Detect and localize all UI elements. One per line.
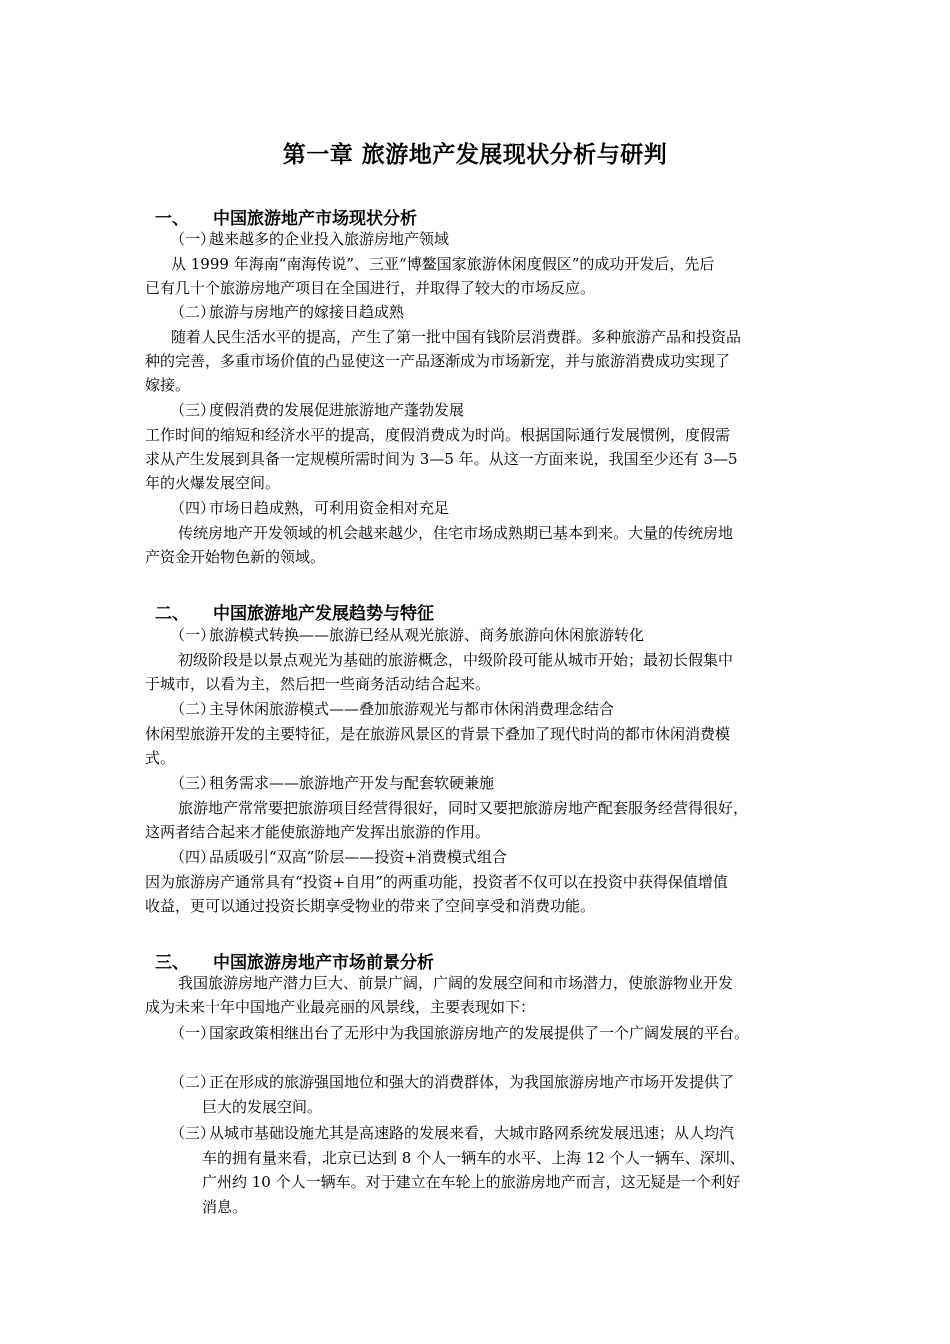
s3-item-2 xyxy=(170,1072,830,1092)
s2-item-2 xyxy=(170,699,770,719)
s2-item-3-title: 租务需求——旅游地产开发与配套软硬兼施 xyxy=(209,774,495,792)
s1-item-2-title: 旅游与房地产的嫁接日趋成熟 xyxy=(209,303,405,321)
s2-item-2-title: 主导休闲旅游模式——叠加旅游观光与都市休闲消费理念结合 xyxy=(209,700,615,718)
section-2-heading xyxy=(155,599,555,624)
s3-intro-line: 成为未来十年中国地产业最亮丽的风景线，主要表现如下： xyxy=(145,998,536,1016)
s1-item-1 xyxy=(170,229,770,249)
s1-item-3-para-line: 工作时间的缩短和经济水平的提高，度假消费成为时尚。根据国际通行发展惯例，度假需 xyxy=(145,426,731,444)
s3-item-2-line: 巨大的发展空间。 xyxy=(202,1098,323,1116)
s2-item-4-title: 品质吸引“双高”阶层——投资+消费模式组合 xyxy=(209,848,507,866)
section-2-title: 中国旅游地产发展趋势与特征 xyxy=(213,604,434,624)
section-3-heading xyxy=(155,948,555,973)
s3-item-3 xyxy=(170,1123,830,1143)
s1-item-2-para-line: 嫁接。 xyxy=(145,376,191,394)
s1-item-3-para-line: 年的火爆发展空间。 xyxy=(145,474,281,492)
section-1-heading xyxy=(155,204,555,229)
s3-item-3-line: 消息。 xyxy=(202,1198,248,1216)
s2-item-3-para-line: 旅游地产常常要把旅游项目经营得很好，同时又要把旅游房地产配套服务经营得很好， xyxy=(178,799,749,817)
s3-item-3-line: 从城市基础设施尤其是高速路的发展来看，大城市路网系统发展迅速；从人均汽 xyxy=(209,1124,735,1142)
s1-item-1-para-line: 已有几十个旅游房地产项目在全国进行，并取得了较大的市场反应。 xyxy=(145,279,596,297)
section-3-title: 中国旅游房地产市场前景分析 xyxy=(213,953,434,973)
s3-item-1-number: （一） xyxy=(170,1024,216,1042)
s3-item-3-number: （三） xyxy=(170,1124,216,1142)
s1-item-1-para-line: 从 1999 年海南“南海传说”、三亚“博鳌国家旅游休闲度假区”的成功开发后，先后 xyxy=(171,255,715,273)
s2-item-4-para-line: 收益，更可以通过投资长期享受物业的带来了空间享受和消费功能。 xyxy=(145,897,596,915)
s2-item-3-number: （三） xyxy=(170,774,216,792)
s3-item-2-number: （二） xyxy=(170,1073,216,1091)
s2-item-2-para-line: 式。 xyxy=(145,749,176,767)
s2-item-4-para-line: 因为旅游房产通常具有“投资+自用”的两重功能，投资者不仅可以在投资中获得保值增值 xyxy=(145,873,728,891)
s1-item-2-para-line: 随着人民生活水平的提高，产生了第一批中国有钱阶层消费群。多种旅游产品和投资品 xyxy=(171,328,742,346)
s3-item-1-line: 国家政策相继出台了无形中为我国旅游房地产的发展提供了一个广阔发展的平台。 xyxy=(209,1024,750,1042)
s1-item-3 xyxy=(170,400,770,420)
s1-item-4-para-line: 传统房地产开发领域的机会越来越少，住宅市场成熟期已基本到来。大量的传统房地 xyxy=(178,524,734,542)
s2-item-1-para-line: 于城市，以看为主，然后把一些商务活动结合起来。 xyxy=(145,675,491,693)
chapter-title: 第一章 旅游地产发展现状分析与研判 xyxy=(282,141,668,168)
s1-item-4-title: 市场日趋成熟，可利用资金相对充足 xyxy=(209,499,450,517)
s3-intro-line: 我国旅游房地产潜力巨大、前景广阔，广阔的发展空间和市场潜力，使旅游物业开发 xyxy=(178,974,734,992)
s3-item-2-line: 正在形成的旅游强国地位和强大的消费群体，为我国旅游房地产市场开发提供了 xyxy=(209,1073,735,1091)
s1-item-4-para-line: 产资金开始物色新的领域。 xyxy=(145,548,326,566)
s1-item-1-title: 越来越多的企业投入旅游房地产领域 xyxy=(209,230,450,248)
section-1-number: 一、 xyxy=(155,209,189,229)
s2-item-1 xyxy=(170,625,770,645)
s1-item-3-title: 度假消费的发展促进旅游地产蓬勃发展 xyxy=(209,401,465,419)
s3-item-1 xyxy=(170,1023,830,1043)
s1-item-2 xyxy=(170,302,770,322)
s2-item-4-number: （四） xyxy=(170,848,216,866)
s2-item-3 xyxy=(170,773,770,793)
s2-item-1-number: （一） xyxy=(170,626,216,644)
s1-item-2-number: （二） xyxy=(170,303,216,321)
s1-item-3-para-line: 求从产生发展到具备一定规模所需时间为 3—5 年。从这一方面来说，我国至少还有 3—5 xyxy=(145,450,738,468)
s2-item-2-number: （二） xyxy=(170,700,216,718)
s1-item-2-para-line: 种的完善，多重市场价值的凸显使这一产品逐渐成为市场新宠，并与旅游消费成功实现了 xyxy=(145,352,731,370)
s1-item-3-number: （三） xyxy=(170,401,216,419)
s1-item-4-number: （四） xyxy=(170,499,216,517)
s2-item-3-para-line: 这两者结合起来才能使旅游地产发挥出旅游的作用。 xyxy=(145,823,491,841)
s1-item-4 xyxy=(170,498,770,518)
section-1-title: 中国旅游地产市场现状分析 xyxy=(213,209,417,229)
s1-item-1-number: （一） xyxy=(170,230,216,248)
s3-item-3-line: 广州约 10 个人一辆车。对于建立在车轮上的旅游房地产而言，这无疑是一个利好 xyxy=(202,1173,741,1191)
section-3-number: 三、 xyxy=(155,953,189,973)
s2-item-4 xyxy=(170,847,770,867)
s2-item-2-para-line: 休闲型旅游开发的主要特征，是在旅游风景区的背景下叠加了现代时尚的都市休闲消费模 xyxy=(145,725,731,743)
s3-item-3-line: 车的拥有量来看，北京已达到 8 个人一辆车的水平、上海 12 个人一辆车、深圳、 xyxy=(202,1149,745,1167)
s2-item-1-title: 旅游模式转换——旅游已经从观光旅游、商务旅游向休闲旅游转化 xyxy=(209,626,645,644)
section-2-number: 二、 xyxy=(155,604,189,624)
s2-item-1-para-line: 初级阶段是以景点观光为基础的旅游概念，中级阶段可能从城市开始；最初长假集中 xyxy=(178,651,734,669)
